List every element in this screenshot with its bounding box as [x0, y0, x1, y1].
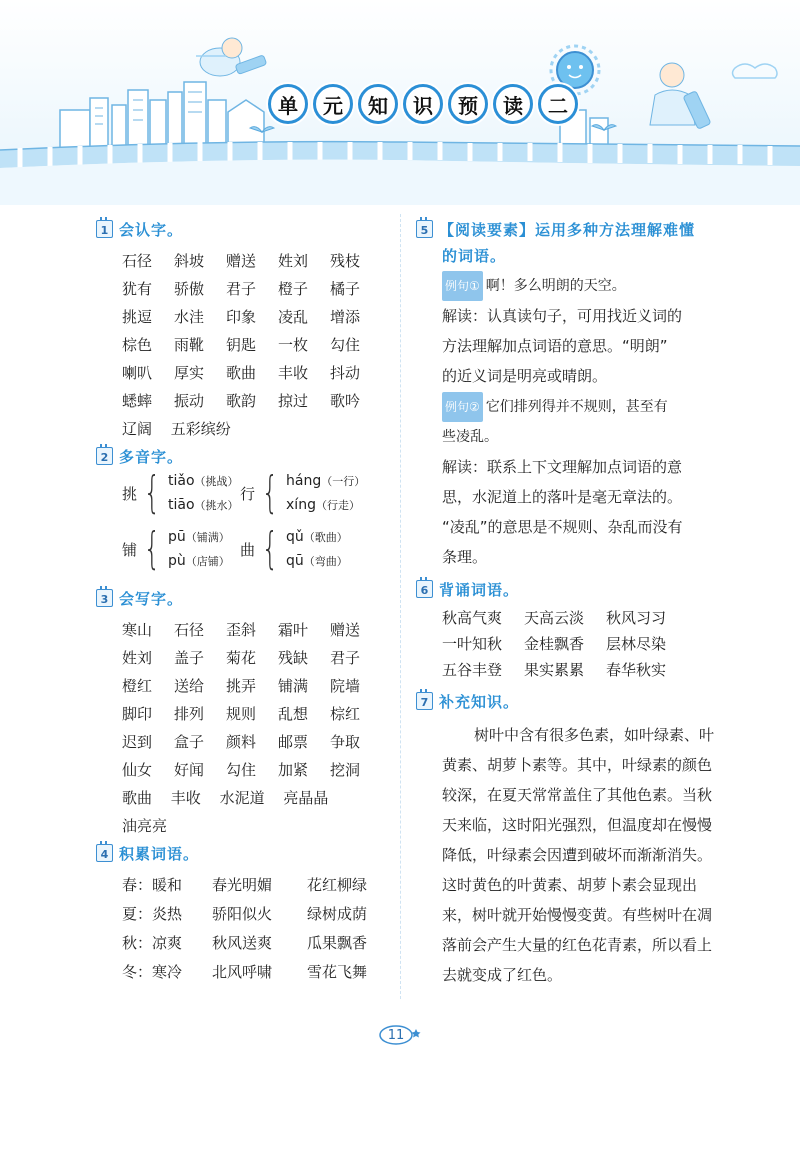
explanation-line: 解读：联系上下文理解加点词语的意 [442, 458, 683, 476]
explanation-line: 条理。 [442, 548, 488, 566]
word: 歌吟 [330, 392, 361, 410]
calendar-icon: 6 [416, 580, 433, 598]
polyphone-char: 曲 [240, 540, 256, 559]
section-title: 积累词语。 [119, 844, 200, 863]
explanation-line: 的近义词是明亮或晴朗。 [442, 367, 608, 385]
word: 乱想 [278, 705, 309, 723]
word: 残枝 [330, 252, 361, 270]
word: 犹有 [122, 280, 153, 298]
example-word: （行走） [315, 499, 360, 512]
word: 迟到 [122, 733, 153, 751]
word: 亮晶晶 [283, 789, 329, 807]
page-title [268, 84, 578, 124]
pinyin: háng [286, 473, 322, 489]
section-header [96, 585, 391, 611]
polyphone-char: 挑 [122, 484, 138, 503]
word: 凌乱 [278, 308, 309, 326]
word: 颜料 [226, 733, 257, 751]
polyphone-group [240, 523, 348, 574]
word: 北风呼啸 [212, 963, 273, 981]
calendar-icon: 3 [96, 589, 113, 607]
word-row [122, 418, 391, 439]
section-title: 多音字。 [119, 447, 184, 466]
word: 铺满 [278, 677, 309, 695]
word-row [122, 874, 391, 895]
word: 绿树成荫 [307, 905, 368, 923]
example-word: （挑水） [194, 499, 239, 512]
word: 骄阳似火 [212, 905, 273, 923]
word: 秋：凉爽 [122, 934, 183, 952]
word: 丰收 [278, 364, 309, 382]
word: 一枚 [278, 336, 309, 354]
word: 寒山 [122, 621, 153, 639]
word: 层林尽染 [606, 635, 667, 653]
recite-list [442, 607, 716, 680]
left-column [96, 212, 391, 982]
word: 霜叶 [278, 621, 309, 639]
title-char: 二 [538, 84, 578, 124]
word: 辽阔 [122, 420, 153, 438]
word: 冬：寒冷 [122, 963, 183, 981]
section-title: 【阅读要素】运用多种方法理解难懂 [439, 220, 696, 239]
word: 挑弄 [226, 677, 257, 695]
word: 歌曲 [122, 789, 153, 807]
example-sentence: 些凌乱。 [442, 429, 498, 445]
section-header [416, 576, 716, 602]
word: 果实累累 [524, 661, 585, 679]
word: 雪花飞舞 [307, 963, 368, 981]
word: 一叶知秋 [442, 635, 503, 653]
word: 勾住 [330, 336, 361, 354]
word: 秋风送爽 [212, 934, 273, 952]
calendar-icon: 1 [96, 220, 113, 238]
brace-icon: { [143, 467, 161, 518]
word: 秋高气爽 [442, 609, 503, 627]
word: 骄傲 [174, 280, 205, 298]
example-label: 例句① [442, 271, 483, 301]
word: 天高云淡 [524, 609, 585, 627]
section-title: 会认字。 [119, 220, 184, 239]
brace-icon: { [261, 523, 279, 574]
supplement-paragraph: 树叶中含有很多色素，如叶绿素、叶黄素、胡萝卜素等。其中，叶绿素的颜色较深，在夏天常常盖住了其他色素。当秋天来临，这时阳光强烈，但温度却在慢慢降低，叶绿素会因遭到破坏而渐渐消失。这时黄色的叶黄素、胡萝卜素会显现出来，树叶就开始慢慢变黄。有些树叶在凋落前会产生大量的红色花青素，所以看上去就变成了红色。 [442, 726, 715, 984]
column-divider [400, 214, 401, 999]
word: 排列 [174, 705, 205, 723]
example-word: （一行） [321, 475, 366, 488]
word: 橙红 [122, 677, 153, 695]
title-char: 知 [358, 84, 398, 124]
word: 油亮亮 [122, 817, 168, 835]
word: 蟋蟀 [122, 392, 153, 410]
title-char: 读 [493, 84, 533, 124]
example-word: （铺满） [185, 531, 230, 544]
section-title: 会写字。 [119, 589, 184, 608]
polyphone-list [122, 469, 391, 581]
word: 橘子 [330, 280, 361, 298]
word: 歌曲 [226, 364, 257, 382]
example-sentence: 它们排列得并不规则，甚至有 [485, 399, 668, 415]
word: 振动 [174, 392, 205, 410]
word-row [122, 903, 391, 924]
page-number-text: 11 [387, 1027, 405, 1043]
calendar-icon: 7 [416, 692, 433, 710]
pinyin: pū [168, 529, 186, 545]
pinyin: xíng [286, 497, 316, 513]
example-word: （挑战） [194, 475, 239, 488]
word: 好闻 [174, 761, 205, 779]
word: 赠送 [226, 252, 257, 270]
polyphone-group [122, 523, 230, 574]
word: 增添 [330, 308, 361, 326]
title-char: 识 [403, 84, 443, 124]
example-sentence: 啊！多么明朗的天空。 [485, 278, 626, 294]
explanation-2 [442, 452, 716, 572]
brace-icon: { [261, 467, 279, 518]
word: 残缺 [278, 649, 309, 667]
word: 送给 [174, 677, 205, 695]
example-word: （弯曲） [303, 555, 348, 568]
polyphone-char: 行 [240, 484, 256, 503]
title-char: 预 [448, 84, 488, 124]
word: 橙子 [278, 280, 309, 298]
word: 金桂飘香 [524, 635, 585, 653]
word: 挖洞 [330, 761, 361, 779]
pinyin: qǔ [286, 529, 304, 545]
word: 印象 [226, 308, 257, 326]
title-char: 元 [313, 84, 353, 124]
section-title: 补充知识。 [439, 692, 520, 711]
word: 喇叭 [122, 364, 153, 382]
calendar-icon: 2 [96, 447, 113, 465]
word: 掠过 [278, 392, 309, 410]
pinyin: pù [168, 553, 186, 569]
word-row [122, 932, 391, 953]
word: 君子 [330, 649, 361, 667]
word: 雨靴 [174, 336, 205, 354]
word: 邮票 [278, 733, 309, 751]
word: 争取 [330, 733, 361, 751]
word: 斜坡 [174, 252, 205, 270]
pinyin: tiǎo [168, 473, 195, 489]
word: 棕色 [122, 336, 153, 354]
calendar-icon: 4 [96, 844, 113, 862]
word: 丰收 [170, 789, 201, 807]
polyphone-group [240, 467, 366, 518]
section-header [96, 443, 391, 469]
word-row [122, 787, 391, 808]
word: 钥匙 [226, 336, 257, 354]
word: 厚实 [174, 364, 205, 382]
section-title: 背诵词语。 [439, 580, 520, 599]
word-grid [122, 619, 391, 780]
brace-icon: { [143, 523, 161, 574]
word: 水泥道 [219, 789, 265, 807]
word: 赠送 [330, 621, 361, 639]
word: 春：暖和 [122, 876, 183, 894]
word: 歪斜 [226, 621, 257, 639]
example-2 [442, 391, 716, 422]
example-word: （歌曲） [303, 531, 348, 544]
polyphone-char: 铺 [122, 540, 138, 559]
section-title-cont: 的词语。 [442, 247, 507, 265]
calendar-icon: 5 [416, 220, 433, 238]
explanation-line: 解读：认真读句子，可用找近义词的 [442, 307, 683, 325]
word: 加紧 [278, 761, 309, 779]
word: 秋风习习 [606, 609, 667, 627]
right-column [416, 212, 716, 990]
pinyin: qū [286, 553, 304, 569]
word: 菊花 [226, 649, 257, 667]
word: 春光明媚 [212, 876, 273, 894]
word-row [122, 815, 391, 836]
word: 花红柳绿 [307, 876, 368, 894]
word: 院墙 [330, 677, 361, 695]
word: 脚印 [122, 705, 153, 723]
word: 春华秋实 [606, 661, 667, 679]
word: 君子 [226, 280, 257, 298]
word: 挑逗 [122, 308, 153, 326]
word: 仙女 [122, 761, 153, 779]
word-row [122, 961, 391, 982]
explanation-line: “凌乱”的意思是不规则、杂乱而没有 [442, 518, 683, 536]
section-header [416, 216, 716, 242]
word: 石径 [174, 621, 205, 639]
section-header [96, 840, 391, 866]
word: 棕红 [330, 705, 361, 723]
explanation-line: 方法理解加点词语的意思。“明朗” [442, 337, 668, 355]
word: 抖动 [330, 364, 361, 382]
polyphone-group [122, 467, 239, 518]
word: 盒子 [174, 733, 205, 751]
section-header [96, 216, 391, 242]
word: 勾住 [226, 761, 257, 779]
word: 盖子 [174, 649, 205, 667]
word: 夏：炎热 [122, 905, 183, 923]
page-number [376, 1024, 424, 1046]
word: 规则 [226, 705, 257, 723]
pinyin: tiāo [168, 497, 195, 513]
word: 姓刘 [278, 252, 309, 270]
word: 瓜果飘香 [307, 934, 368, 952]
word: 五谷丰登 [442, 661, 503, 679]
word: 歌韵 [226, 392, 257, 410]
explanation-1 [442, 301, 716, 391]
section-header [416, 688, 716, 714]
title-char: 单 [268, 84, 308, 124]
word: 五彩缤纷 [170, 420, 231, 438]
word: 姓刘 [122, 649, 153, 667]
example-label: 例句② [442, 392, 483, 422]
example-word: （店铺） [185, 555, 230, 568]
word: 水洼 [174, 308, 205, 326]
explanation-line: 思，水泥道上的落叶是毫无章法的。 [442, 488, 683, 506]
example-1 [442, 270, 716, 301]
word-grid [122, 250, 391, 411]
word: 石径 [122, 252, 153, 270]
